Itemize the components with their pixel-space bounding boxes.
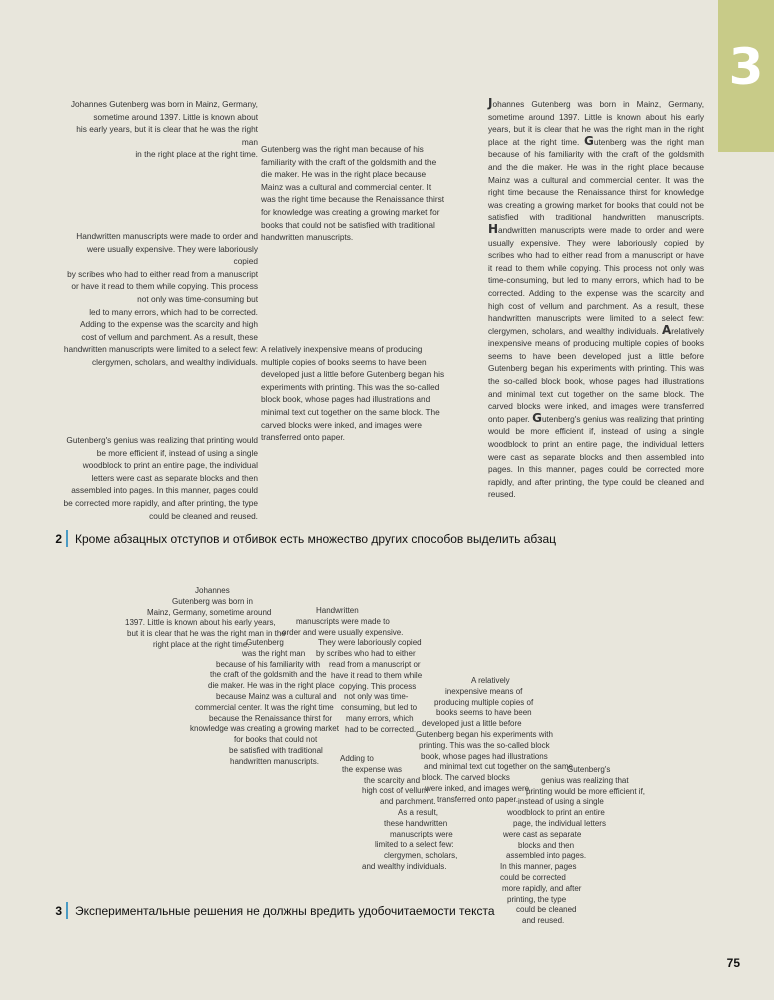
- text-line: multiple copies of books seems to have been: [261, 356, 427, 367]
- text-line: his early years, but it is clear that he was the right man: [76, 124, 258, 147]
- scatter-line: but it is clear that he was the right man in the: [127, 629, 286, 638]
- text-line: led to many errors, which had to be corrected.: [89, 306, 258, 317]
- scatter-line: because Mainz was a cultural and: [216, 692, 337, 701]
- scatter-line: be satisfied with traditional: [229, 746, 323, 755]
- scatter-line: page, the individual letters: [513, 819, 606, 828]
- col3-segment-1: ohannes Gutenberg was born in Mainz, Germany, sometime around 1397. Little is known about his early years, but it is clear that he was the right man in the right place at the right time.: [488, 99, 704, 147]
- scatter-line: blocks and then: [518, 841, 575, 850]
- col3-text: [488, 98, 704, 501]
- initial-cap-g2: G: [532, 410, 543, 425]
- section-3-rule: [66, 902, 68, 919]
- section-2-heading: [48, 530, 556, 547]
- scatter-line: consuming, but led to: [341, 703, 418, 712]
- text-line: die maker. He was in the right place because: [261, 169, 427, 180]
- scatter-line: and parchment.: [380, 797, 436, 806]
- text-line: A relatively inexpensive means of producing: [261, 344, 423, 354]
- text-line: Gutenberg's genius was realizing that printing would: [66, 435, 258, 445]
- text-line: were usually expensive. They were laboriously copied: [87, 243, 258, 267]
- scatter-line: 1397. Little is known about his early years,: [125, 618, 276, 627]
- scatter-line: have it read to them while: [331, 671, 423, 680]
- chapter-number: 3: [728, 38, 764, 96]
- text-line: was the right time because the Renaissance thirst: [261, 194, 445, 205]
- section-2-rule: [66, 530, 68, 547]
- scatter-line: could be corrected: [500, 873, 566, 882]
- scatter-line: commercial center. It was the right time: [195, 703, 334, 712]
- scatter-line: block. The carved blocks: [422, 773, 510, 782]
- text-line: handwritten manuscripts.: [261, 232, 354, 243]
- scatter-line: the scarcity and: [364, 776, 421, 785]
- scatter-line: Gutenberg was born in: [172, 597, 253, 606]
- scatter-line: manuscripts were: [390, 830, 453, 839]
- text-line: sometime around 1397. Little is known about: [93, 111, 258, 122]
- scatter-line: knowledge was creating a growing market: [190, 724, 339, 733]
- text-line: or have it read to them while copying. This process: [71, 281, 258, 292]
- text-line: in the right place at the right time.: [135, 149, 258, 160]
- col1-paragraph-2: [62, 230, 258, 369]
- text-line: Adding to the expense was the scarcity and high: [79, 319, 258, 330]
- text-line: could be cleaned and reused.: [149, 510, 258, 521]
- text-line: carved blocks were inked, and images were: [261, 419, 422, 430]
- scatter-line: could be cleaned: [516, 905, 577, 914]
- text-line: developed just a little before Gutenberg began his: [261, 369, 445, 380]
- scatter-line: the craft of the goldsmith and the: [210, 670, 327, 679]
- scatter-line: more rapidly, and after: [502, 884, 582, 893]
- scatter-line: had to be corrected.: [345, 725, 417, 734]
- scatter-line: copying. This process: [339, 682, 417, 691]
- text-line: cost of vellum and parchment. As a result, these: [81, 331, 258, 342]
- scatter-line: books seems to have been: [436, 708, 532, 717]
- text-line: woodblock to print an entire page, the individual: [82, 460, 258, 471]
- text-line: not only was time-consuming but: [137, 293, 258, 304]
- section-3-heading: [48, 902, 495, 919]
- scatter-line: A relatively: [471, 676, 510, 685]
- scatter-line: right place at the right time.: [153, 640, 250, 649]
- scatter-line: inexpensive means of: [445, 687, 523, 696]
- text-line: books that could not be satisfied with traditional: [261, 219, 435, 230]
- scatter-line: developed just a little before: [422, 719, 522, 728]
- chapter-tab: [718, 0, 774, 152]
- scatter-line: and minimal text cut together on the same: [424, 762, 573, 771]
- scatter-line: instead of using a single: [518, 797, 604, 806]
- initial-cap-a: A: [661, 322, 672, 337]
- initial-cap-h: H: [488, 221, 499, 236]
- page-number: 75: [726, 956, 740, 970]
- section-2-number: 2: [55, 531, 62, 546]
- text-line: minimal text cut together on the same block. The: [261, 406, 440, 417]
- scatter-line: for books that could not: [234, 735, 318, 744]
- scatter-line: by scribes who had to either: [316, 649, 416, 658]
- scatter-line: because the Renaissance thirst for: [209, 714, 333, 723]
- text-line: Johannes Gutenberg was born in Mainz, Germany,: [70, 99, 258, 109]
- scatter-line: because of his familiarity with: [216, 660, 321, 669]
- text-line: experiments with printing. This was the so-called: [261, 381, 440, 392]
- text-line: clergymen, scholars, and wealthy individuals.: [91, 356, 258, 367]
- col2-paragraph-1: [261, 143, 471, 244]
- scatter-line: handwritten manuscripts.: [230, 757, 319, 766]
- scatter-line: As a result,: [398, 808, 439, 817]
- scatter-line: and reused.: [522, 916, 565, 925]
- scatter-line: Mainz, Germany, sometime around: [147, 608, 272, 617]
- col2-paragraph-2: [261, 343, 471, 444]
- col3-segment-5: utenberg's genius was realizing that printing would be more efficient if, instead of using a single woodblock to print an entire page, the individual letters were cast as separate blocks and then assembled into pages. In this manner, pages could be corrected more rapidly, and after printing, the type could be cleaned and reused.: [488, 413, 704, 500]
- scatter-line: manuscripts were made to: [296, 617, 390, 626]
- section-2-title: Кроме абзацных отступов и отбивок есть множество других способов выделить абзац: [75, 531, 557, 546]
- text-line: transferred onto paper.: [261, 432, 345, 443]
- scatter-line: printing would be more efficient if,: [526, 787, 646, 796]
- scatter-line: clergymen, scholars,: [384, 851, 458, 860]
- scatter-line: were inked, and images were: [425, 784, 530, 793]
- col3-segment-2: utenberg was the right man because of his familiarity with the craft of the goldsmith and the die maker. He was in the right place because Mainz was a cultural and commercial center. It was the right time because the Renaissance thirst for knowledge was creating a growing market for books that could not be satisfied with traditional handwritten manuscripts.: [488, 136, 704, 223]
- scatter-line: assembled into pages.: [506, 851, 587, 860]
- text-line: Gutenberg was the right man because of his: [261, 144, 424, 154]
- section-3-number: 3: [55, 903, 62, 918]
- text-line: assembled into pages. In this manner, pages could: [71, 485, 258, 496]
- text-line: be corrected more rapidly, and after printing, the type: [63, 497, 258, 508]
- scatter-line: not only was time-: [344, 692, 409, 701]
- scatter-line: genius was realizing that: [541, 776, 629, 785]
- scatter-line: printing, the type: [507, 895, 567, 904]
- col1-paragraph-3: [62, 434, 258, 522]
- scatter-line: and wealthy individuals.: [362, 862, 447, 871]
- text-line: handwritten manuscripts were limited to a select few:: [63, 344, 258, 355]
- col3-segment-3: andwritten manuscripts were made to order and were usually expensive. They were laboriously copied by scribes who had to either read from a manuscript or have it read to them while copying. This process not only was time-consuming, but led to many errors, which had to be corrected. Adding to the expense was the scarcity and high cost of vellum and parchment. As a result, these handwritten manuscripts were limited to a select few: clergymen, scholars, and wealthy individuals.: [488, 224, 704, 336]
- scatter-line: Adding to: [340, 754, 374, 763]
- section-3-title: Экспериментальные решения не должны вредить удобочитаемости текста: [75, 903, 495, 918]
- text-line: by scribes who had to either read from a manuscript: [67, 268, 258, 279]
- scatter-line: Gutenberg: [246, 638, 284, 647]
- scatter-line: woodblock to print an entire: [507, 808, 605, 817]
- scatter-line: book, whose pages had illustrations: [421, 752, 548, 761]
- scatter-line: transferred onto paper.: [437, 795, 518, 804]
- initial-cap-j: J: [488, 96, 493, 110]
- scatter-line: was the right man: [242, 649, 306, 658]
- scatter-line: die maker. He was in the right place: [208, 681, 335, 690]
- scatter-line: limited to a select few:: [375, 840, 454, 849]
- col3-segment-4: relatively inexpensive means of producing multiple copies of books seems to have been developed just a little before Gutenberg began his experiments with printing. This was the so-called block book, whose pages had illustrations and minimal text cut together on the same block. The carved blocks were inked, and images were transferred onto paper.: [488, 325, 704, 424]
- col1-paragraph-1: [62, 98, 258, 161]
- scatter-line: In this manner, pages: [500, 862, 577, 871]
- text-line: for knowledge was creating a growing market for: [261, 206, 440, 217]
- scatter-line: many errors, which: [346, 714, 414, 723]
- scatter-line: Gutenberg's: [567, 765, 611, 774]
- scatter-line: were cast as separate: [503, 830, 582, 839]
- scatter-line: printing. This was the so-called block: [419, 741, 550, 750]
- scatter-line: order and were usually expensive.: [282, 628, 404, 637]
- scatter-line: the expense was: [342, 765, 403, 774]
- text-line: Mainz was a cultural and commercial center. It: [261, 181, 432, 192]
- initial-cap-g: G: [583, 133, 594, 148]
- scatter-line: producing multiple copies of: [434, 698, 534, 707]
- scatter-line: read from a manuscript or: [329, 660, 421, 669]
- text-line: letters were cast as separate blocks and then: [91, 472, 258, 483]
- text-line: block book, whose pages had illustrations and: [261, 394, 431, 405]
- scatter-line: high cost of vellum: [362, 786, 429, 795]
- text-line: be more efficient if, instead of using a single: [96, 447, 258, 458]
- scatter-line: Handwritten: [316, 606, 359, 615]
- scatter-line: They were laboriously copied: [318, 638, 422, 647]
- scatter-line: Gutenberg began his experiments with: [416, 730, 553, 739]
- scatter-line: Johannes: [195, 586, 230, 595]
- text-line: familiarity with the craft of the goldsmith and the: [261, 156, 437, 167]
- scatter-line: these handwritten: [384, 819, 448, 828]
- text-line: Handwritten manuscripts were made to order and: [76, 231, 258, 241]
